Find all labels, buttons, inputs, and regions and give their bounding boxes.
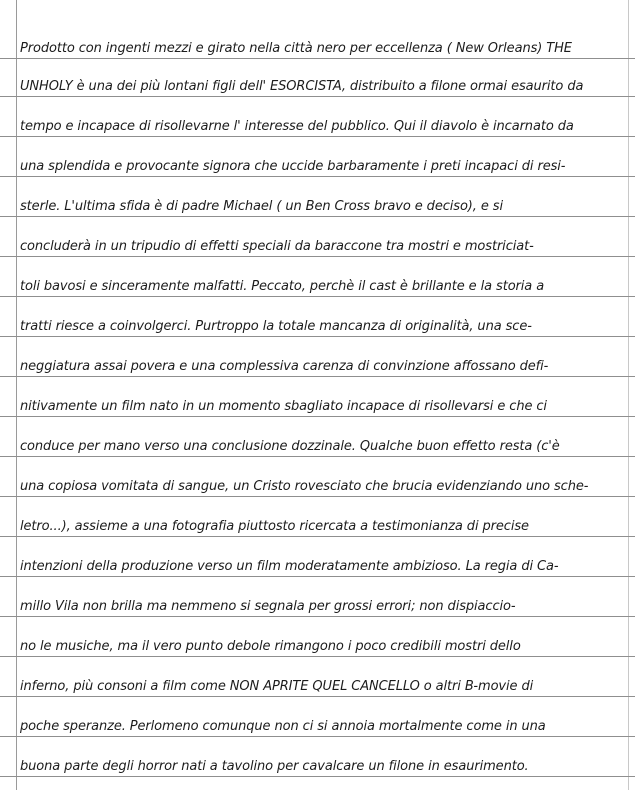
handwritten-line: poche speranze. Perlomeno comunque non ci si annoia mortalmente come in una xyxy=(20,719,546,734)
handwritten-line: intenzioni della produzione verso un film moderatamente ambizioso. La regia di Ca- xyxy=(20,559,559,574)
ruled-line xyxy=(0,416,635,417)
ruled-line xyxy=(0,296,635,297)
handwritten-line: tempo e incapace di risollevarne l' interesse del pubblico. Qui il diavolo è incarnato da xyxy=(20,119,574,134)
ruled-line xyxy=(0,58,635,59)
page-right-edge xyxy=(628,0,629,790)
handwritten-line: no le musiche, ma il vero punto debole rimangono i poco credibili mostri dello xyxy=(20,639,521,654)
ruled-line xyxy=(0,96,635,97)
ruled-line xyxy=(0,696,635,697)
handwritten-line: neggiatura assai povera e una complessiva carenza di convinzione affossano defi- xyxy=(20,359,549,374)
ruled-line xyxy=(0,336,635,337)
ruled-line xyxy=(0,736,635,737)
ruled-line xyxy=(0,216,635,217)
ruled-line xyxy=(0,536,635,537)
handwritten-line: una copiosa vomitata di sangue, un Cristo rovesciato che brucia evidenziando uno sche- xyxy=(20,479,589,494)
handwritten-line: Prodotto con ingenti mezzi e girato nella città nero per eccellenza ( New Orleans) THE xyxy=(20,41,572,56)
handwritten-line: nitivamente un film nato in un momento sbagliato incapace di risollevarsi e che ci xyxy=(20,399,547,414)
handwritten-line: UNHOLY è una dei più lontani figli dell' ESORCISTA, distribuito a filone ormai esaurito da xyxy=(20,79,584,94)
handwritten-line: letro...), assieme a una fotografia piuttosto ricercata a testimonianza di precise xyxy=(20,519,529,534)
ruled-line xyxy=(0,496,635,497)
handwritten-line: concluderà in un tripudio di effetti speciali da baraccone tra mostri e mostriciat- xyxy=(20,239,534,254)
ruled-line xyxy=(0,776,635,777)
ruled-line xyxy=(0,176,635,177)
handwritten-line: tratti riesce a coinvolgerci. Purtroppo la totale mancanza di originalità, una sce- xyxy=(20,319,532,334)
ruled-line xyxy=(0,656,635,657)
handwritten-line: sterle. L'ultima sfida è di padre Michael ( un Ben Cross bravo e deciso), e si xyxy=(20,199,503,214)
ruled-line xyxy=(0,616,635,617)
ruled-line xyxy=(0,576,635,577)
handwritten-line: una splendida e provocante signora che uccide barbaramente i preti incapaci di resi- xyxy=(20,159,566,174)
handwritten-line: toli bavosi e sinceramente malfatti. Peccato, perchè il cast è brillante e la storia a xyxy=(20,279,545,294)
ruled-line xyxy=(0,456,635,457)
ruled-line xyxy=(0,136,635,137)
ruled-line xyxy=(0,256,635,257)
handwritten-line: inferno, più consoni a film come NON APRITE QUEL CANCELLO o altri B-movie di xyxy=(20,679,534,694)
margin-line xyxy=(16,0,17,790)
ruled-line xyxy=(0,376,635,377)
handwritten-line: conduce per mano verso una conclusione dozzinale. Qualche buon effetto resta (c'è xyxy=(20,439,560,454)
handwritten-line: buona parte degli horror nati a tavolino per cavalcare un filone in esaurimento. xyxy=(20,759,529,774)
handwritten-line: millo Vila non brilla ma nemmeno si segnala per grossi errori; non dispiaccio- xyxy=(20,599,516,614)
